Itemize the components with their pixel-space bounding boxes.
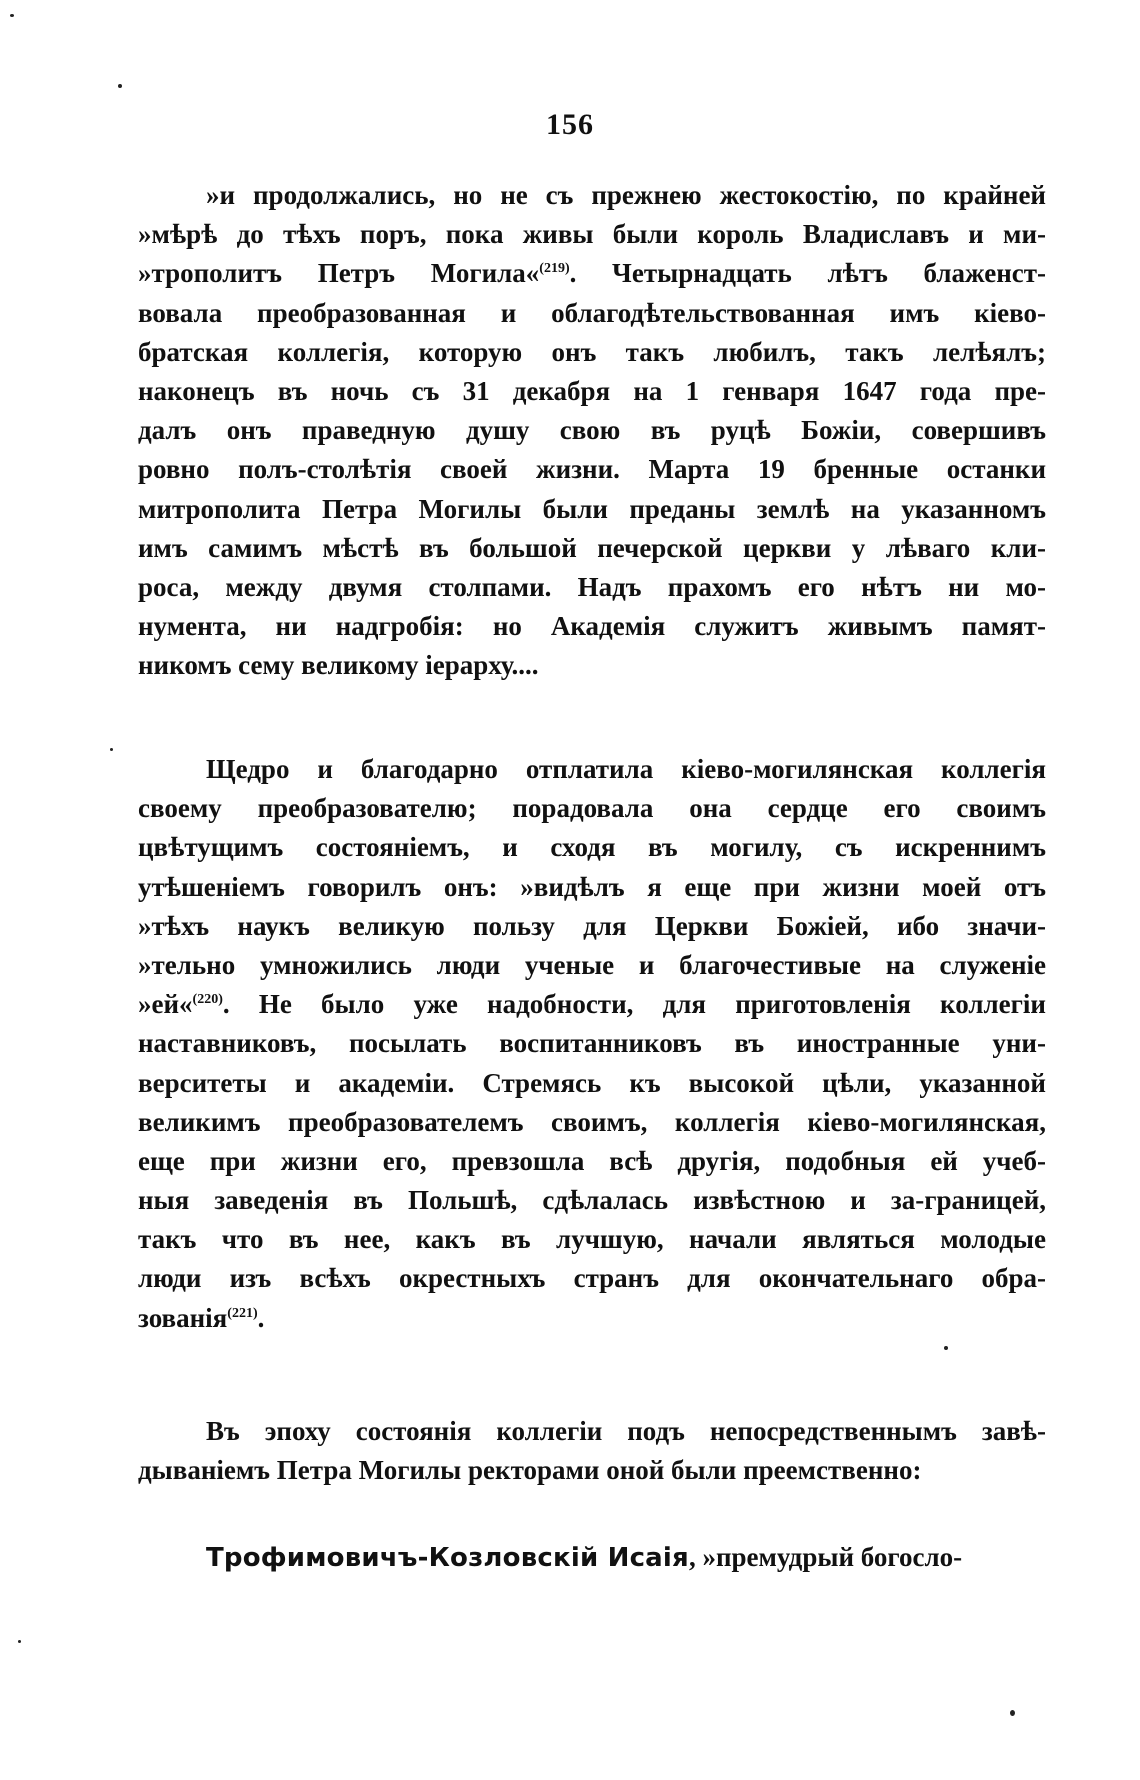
text-line — [138, 907, 1046, 946]
line-text: »мѣрѣ до тѣхъ поръ, пока живы были король Владиславъ и ми- — [138, 219, 1046, 250]
line-text: еще при жизни его, превзошла всѣ другія, подобныя ей учеб- — [138, 1145, 1046, 1176]
rector-entry-line — [138, 1538, 1046, 1577]
text-line — [138, 1142, 1046, 1181]
line-text: люди изъ всѣхъ окрестныхъ странъ для окончательнаго обра- — [138, 1263, 1046, 1294]
text-line — [138, 1220, 1046, 1259]
text-line — [138, 529, 1046, 568]
text-line — [138, 176, 1046, 215]
line-text-continued: . — [257, 1302, 265, 1333]
line-text-continued: . Четырнадцать лѣтъ блаженст- — [569, 258, 1046, 289]
text-line — [138, 372, 1046, 411]
text-line — [138, 1024, 1046, 1063]
line-text: никомъ сему великому іерарху.... — [138, 650, 539, 681]
text-line — [138, 568, 1046, 607]
rector-name: Трофимовичъ-Козловскій Исаія — [206, 1543, 689, 1573]
text-line — [138, 985, 1046, 1024]
line-text: имъ самимъ мѣстѣ въ большой печерской церкви у лѣваго кли- — [138, 532, 1046, 563]
print-speck — [118, 84, 122, 88]
text-line — [138, 254, 1046, 293]
text-line — [138, 1064, 1046, 1103]
text-line — [138, 946, 1046, 985]
footnote-ref: (221) — [227, 1305, 258, 1321]
line-text: »тельно умножились люди ученые и благочестивые на служеніе — [138, 949, 1046, 980]
page-number: 156 — [546, 108, 594, 141]
line-text: Въ эпоху состоянія коллегіи подъ непосредственнымъ завѣ- — [206, 1416, 1046, 1446]
paragraph-peter-mogila-death — [138, 176, 1046, 685]
text-line — [138, 1451, 1046, 1490]
print-speck — [1010, 1710, 1015, 1716]
text-line — [138, 1412, 1046, 1451]
line-text: Щедро и благодарно отплатила кіево-могилянская коллегія — [206, 754, 1046, 784]
line-text: такъ что въ нее, какъ въ лучшую, начали являться молодые — [138, 1224, 1046, 1255]
text-line — [138, 750, 1046, 789]
print-speck — [110, 748, 113, 751]
line-text: далъ онъ праведную душу свою въ руцѣ Божіи, совершивъ — [138, 415, 1046, 446]
line-text: роса, между двумя столпами. Надъ прахомъ его нѣтъ ни мо- — [138, 571, 1046, 602]
text-line — [138, 607, 1046, 646]
paragraph-rectors-intro — [138, 1412, 1046, 1490]
line-text: цвѣтущимъ состояніемъ, и сходя въ могилу, съ искреннимъ — [138, 832, 1046, 863]
text-line — [138, 1299, 1046, 1338]
line-text: »тѣхъ наукъ великую пользу для Церкви Божіей, ибо значи- — [138, 910, 1046, 941]
print-speck — [18, 1640, 21, 1643]
line-text: митрополита Петра Могилы были преданы землѣ на указанномъ — [138, 493, 1046, 524]
line-text: дываніемъ Петра Могилы ректорами оной были преемственно: — [138, 1455, 922, 1486]
text-line — [138, 789, 1046, 828]
line-text: »трополитъ Петръ Могила« — [138, 258, 540, 289]
line-text: ныя заведенія въ Польшѣ, сдѣлалась извѣстною и за-границей, — [138, 1185, 1046, 1216]
print-speck — [10, 14, 14, 17]
text-line — [138, 294, 1046, 333]
paragraph-college-gratitude — [138, 750, 1046, 1338]
line-text: нумента, ни надгробія: но Академія служитъ живымъ памят- — [138, 611, 1046, 642]
line-text: великимъ преобразователемъ своимъ, коллегія кіево-могилянская, — [138, 1106, 1046, 1137]
line-text: наставниковъ, посылать воспитанниковъ въ иностранные уни- — [138, 1028, 1046, 1059]
paragraph-rector-entry — [138, 1538, 1046, 1577]
text-line — [138, 450, 1046, 489]
text-line — [138, 1103, 1046, 1142]
line-text: »ей« — [138, 989, 193, 1020]
line-text: ровно полъ-столѣтія своей жизни. Марта 19 бренные останки — [138, 454, 1046, 485]
text-line — [138, 490, 1046, 529]
text-line — [138, 868, 1046, 907]
line-text: »и продолжались, но не съ прежнею жестокостію, по крайней — [206, 180, 1046, 210]
line-text: зованія — [138, 1302, 228, 1333]
line-text: наконецъ въ ночь съ 31 декабря на 1 генваря 1647 года пре- — [138, 375, 1046, 406]
text-line — [138, 828, 1046, 867]
text-line — [138, 1181, 1046, 1220]
text-line — [138, 215, 1046, 254]
line-text: своему преобразователю; порадовала она сердце его своимъ — [138, 793, 1046, 824]
rector-description: , »премудрый богосло- — [688, 1542, 963, 1572]
line-text: братская коллегія, которую онъ такъ любилъ, такъ лелѣялъ; — [138, 336, 1046, 367]
text-line — [138, 411, 1046, 450]
line-text: утѣшеніемъ говорилъ онъ: »видѣлъ я еще при жизни моей отъ — [138, 871, 1046, 902]
footnote-ref: (220) — [192, 992, 223, 1008]
print-speck — [944, 1346, 948, 1350]
line-text-continued: . Не было уже надобности, для приготовленія коллегіи — [222, 989, 1046, 1020]
text-line — [138, 333, 1046, 372]
line-text: вовала преобразованная и облагодѣтельствованная имъ кіево- — [138, 297, 1046, 328]
text-line — [138, 646, 1046, 685]
text-line — [138, 1259, 1046, 1298]
line-text: верситеты и академіи. Стремясь къ высокой цѣли, указанной — [138, 1067, 1046, 1098]
footnote-ref: (219) — [539, 261, 570, 277]
